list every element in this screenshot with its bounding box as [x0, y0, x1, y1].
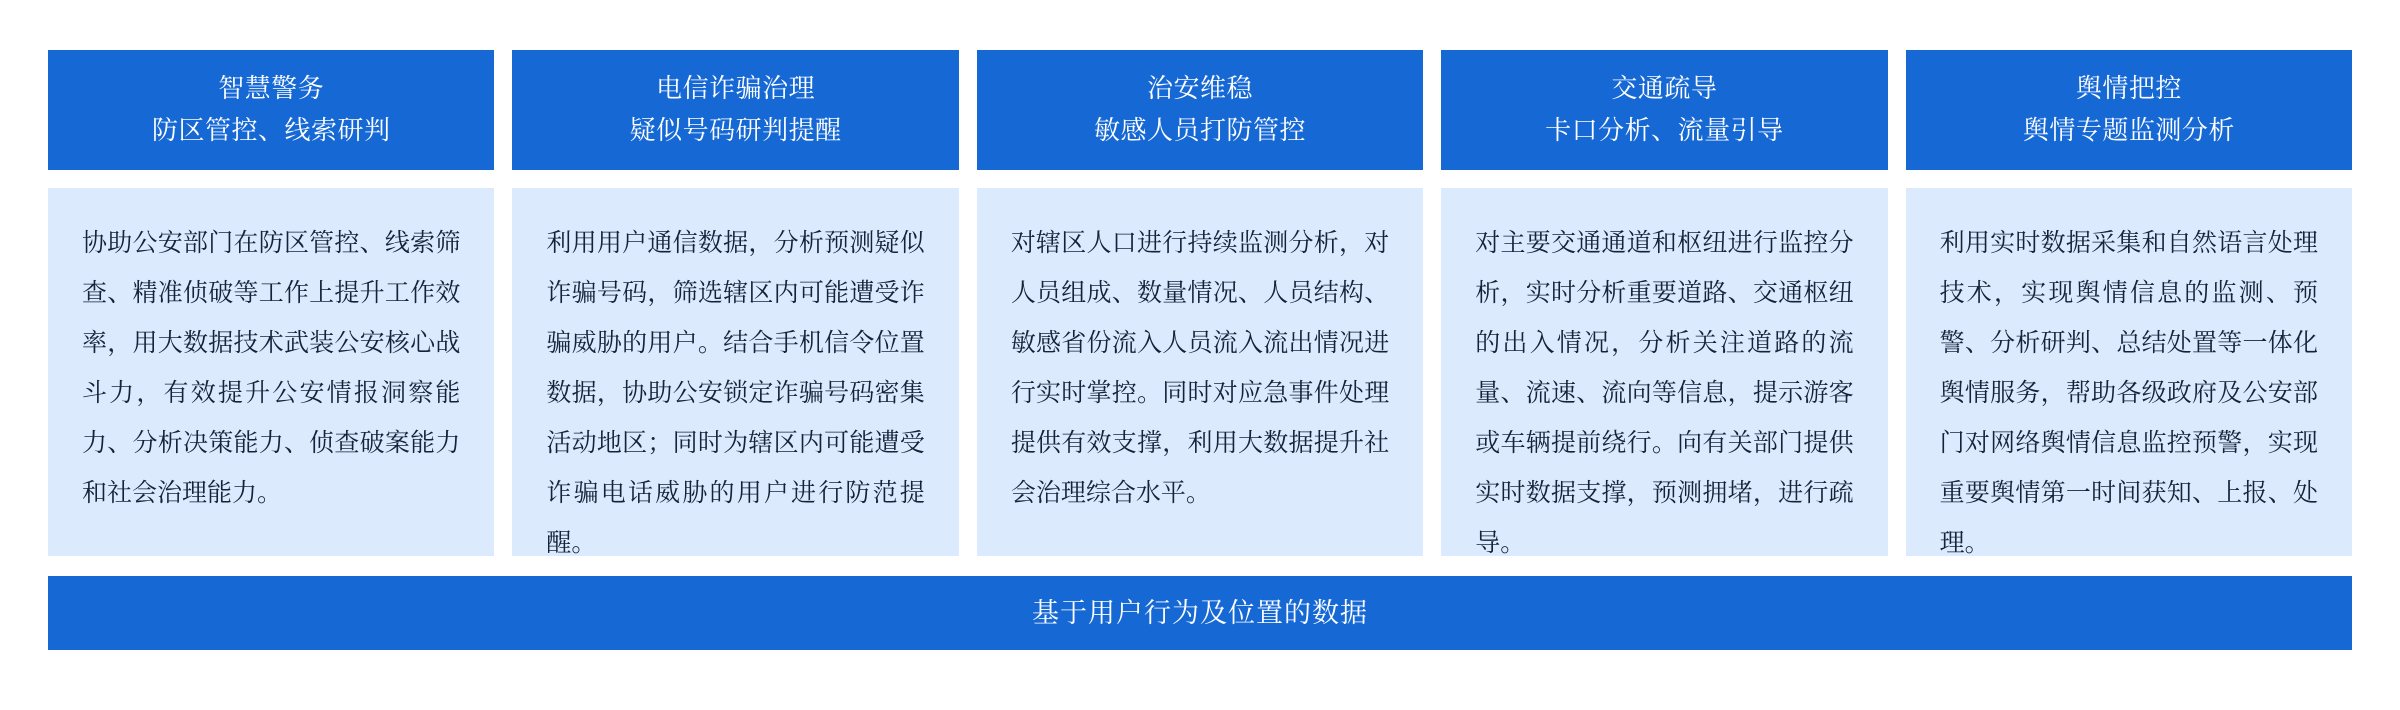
column-title-secondary: 舆情专题监测分析 — [2022, 115, 2235, 145]
foundation-bar: 基于用户行为及位置的数据 — [48, 576, 2352, 650]
column-traffic-guidance — [1441, 50, 1887, 556]
column-title-secondary: 防区管控、线索研判 — [151, 115, 391, 145]
column-description: 对辖区人口进行持续监测分析，对人员组成、数量情况、人员结构、敏感省份流入人员流入流出情况进行实时掌控。同时对应急事件处理提供有效支撑，利用大数据提升社会治理综合水平。 — [977, 188, 1423, 556]
column-title-primary: 交通疏导 — [1611, 72, 1718, 103]
column-title-primary: 舆情把控 — [2075, 72, 2182, 103]
column-description: 协助公安部门在防区管控、线索筛查、精准侦破等工作上提升工作效率，用大数据技术武装公安核心战斗力，有效提升公安情报洞察能力、分析决策能力、侦查破案能力和社会治理能力。 — [48, 188, 494, 556]
column-header — [48, 50, 494, 170]
column-header — [1441, 50, 1887, 170]
column-title-secondary: 卡口分析、流量引导 — [1545, 115, 1784, 145]
column-description: 利用用户通信数据，分析预测疑似诈骗号码，筛选辖区内可能遭受诈骗威胁的用户。结合手机信令位置数据，协助公安锁定诈骗号码密集活动地区；同时为辖区内可能遭受诈骗电话威胁的用户进行防范提醒。 — [512, 188, 958, 556]
column-title-primary: 智慧警务 — [218, 72, 325, 103]
column-description: 利用实时数据采集和自然语言处理技术，实现舆情信息的监测、预警、分析研判、总结处置等一体化舆情服务，帮助各级政府及公安部门对网络舆情信息监控预警，实现重要舆情第一时间获知、上报、处理。 — [1906, 188, 2352, 556]
column-title-primary: 治安维稳 — [1147, 72, 1254, 103]
column-description: 对主要交通通道和枢纽进行监控分析，实时分析重要道路、交通枢纽的出入情况，分析关注道路的流量、流速、流向等信息，提示游客或车辆提前绕行。向有关部门提供实时数据支撑，预测拥堵，进行疏导。 — [1441, 188, 1887, 556]
column-smart-policing — [48, 50, 494, 556]
column-telecom-fraud — [512, 50, 958, 556]
column-header — [1906, 50, 2352, 170]
column-public-opinion — [1906, 50, 2352, 556]
column-title-primary: 电信诈骗治理 — [656, 72, 816, 103]
column-title-secondary: 疑似号码研判提醒 — [629, 115, 842, 145]
column-header — [977, 50, 1423, 170]
column-header — [512, 50, 958, 170]
column-title-secondary: 敏感人员打防管控 — [1094, 115, 1307, 145]
column-group — [48, 50, 2352, 556]
column-public-security — [977, 50, 1423, 556]
